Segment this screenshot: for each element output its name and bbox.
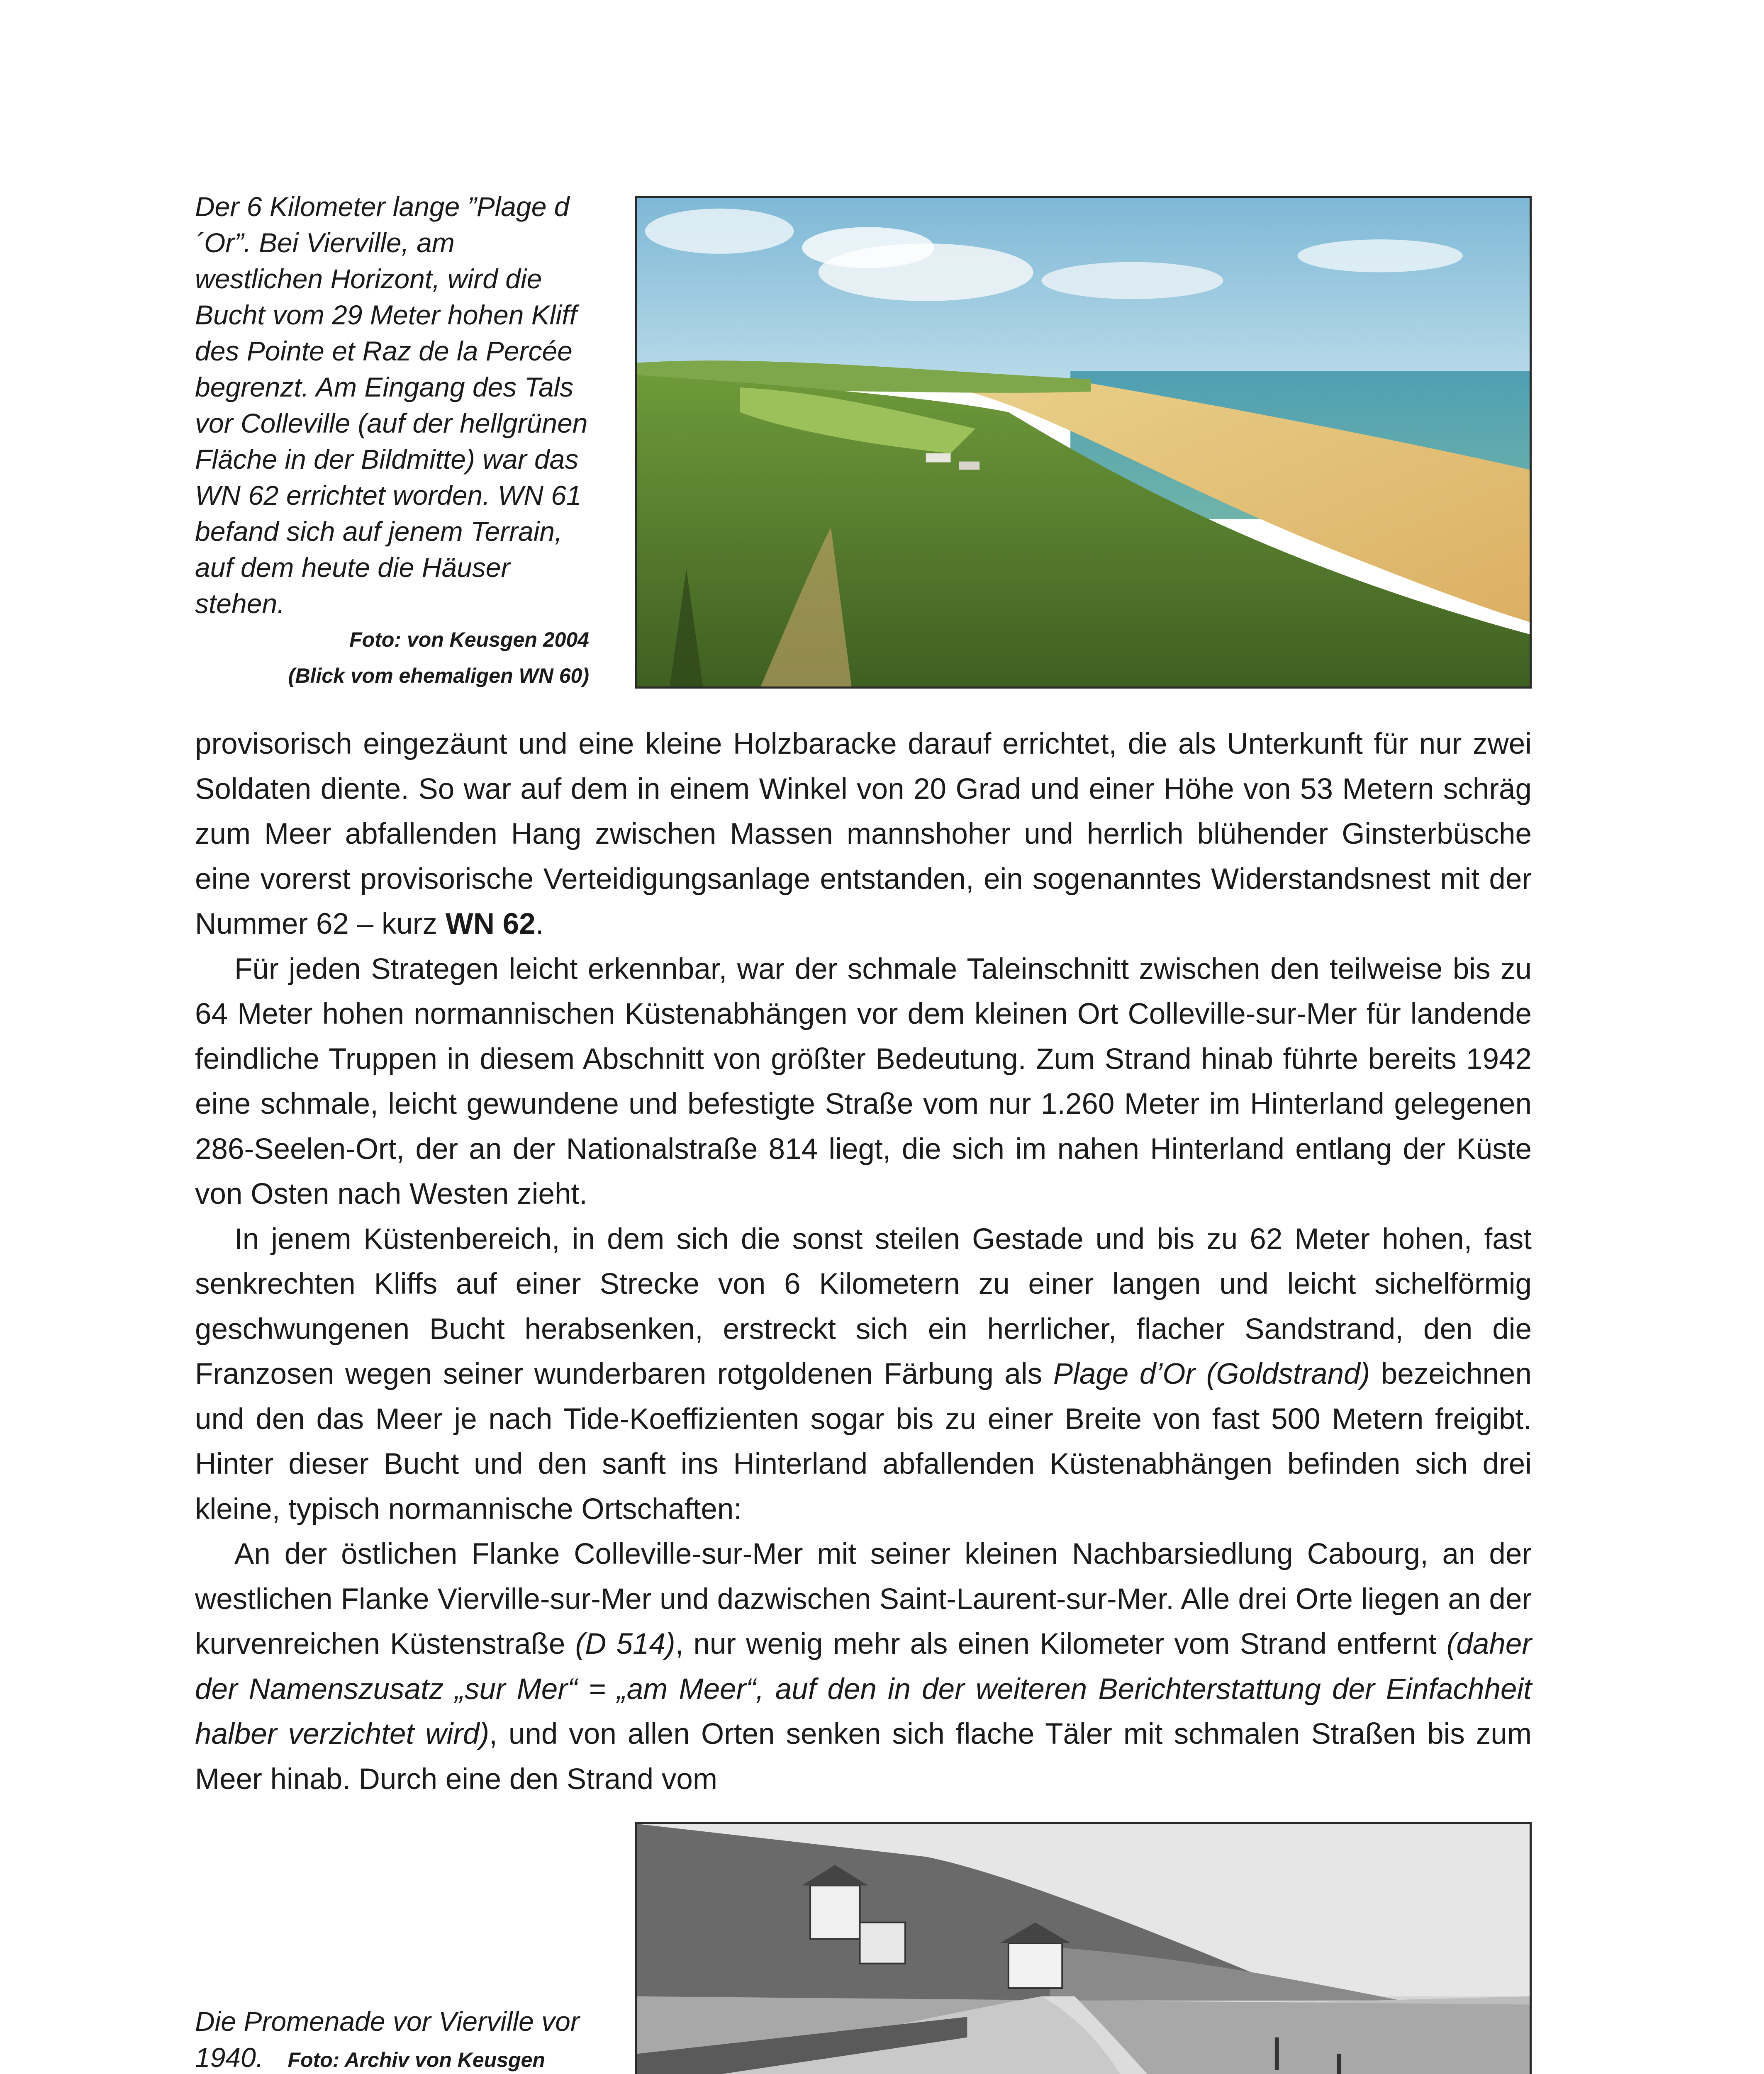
beach-photo [635, 196, 1532, 689]
historic-promenade-image [637, 1824, 1530, 2074]
photo-caption-promenade [195, 2003, 610, 2074]
paragraph-4: An der östlichen Flanke Colleville-sur-Mer mit seiner kleinen Nachbarsiedlung Cabourg, an der westlichen Flanke Vierville-sur-Mer und dazwischen Saint-Laurent-sur-Mer. Alle drei Orte liegen an der kurvenreichen Küstenstraße (D 514), nur wenig mehr als einen Kilometer vom Strand entfernt (daher der Namenszusatz „sur Mer“ = „am Meer“, auf den in der weiteren Berichterstattung der Einfachheit halber verzichtet wird), und von allen Orten senken sich flache Täler mit schmalen Straßen bis zum Meer hinab. Durch eine den Strand vom [195, 1538, 1532, 1796]
photo-credit-note: (Blick vom ehemaligen WN 60) [288, 664, 589, 687]
caption-text: Die Promenade vor Vierville vor 1940. [195, 2006, 580, 2073]
caption-text: Der 6 Kilometer lange ”Plage d´Or”. Bei Vierville, am westlichen Horizont, wird die Bucht vom 29 Meter hohen Kliff des Pointe et Raz de la Percée begrenzt. Am Eingang des Tals vor Colleville (auf der hellgrünen Fläche in der Bildmitte) war das WN 62 errichtet worden. WN 61 befand sich auf jenem Terrain, auf dem heute die Häuser stehen. [195, 191, 588, 619]
photo-credit: Foto: Archiv von Keusgen [288, 2048, 545, 2072]
paragraph-1: provisorisch eingezäunt und eine kleine Holzbaracke darauf errichtet, die als Unterkunft für nur zwei Soldaten diente. So war auf dem in einem Winkel von 20 Grad und einer Höhe von 53 Metern schräg zum Meer abfallenden Hang zwischen Massen mannshoher und herrlich blühender Ginsterbüsche eine vorerst provisorische Verteidigungsanlage entstanden, ein sogenanntes Widerstandsnest mit der Nummer 62 – kurz WN 62. [195, 728, 1532, 940]
beach-landscape-image [637, 198, 1530, 686]
bold-wn62: WN 62 [445, 908, 536, 940]
photo-caption-beach [195, 189, 589, 694]
paragraph-3: In jenem Küstenbereich, in dem sich die sonst steilen Gestade und bis zu 62 Meter hohen, fast senkrechten Kliffs auf einer Strecke von 6 Kilometern zu einer langen und leicht sichelförmig geschwungenen Bucht herabsenken, erstreckt sich ein herrlicher, flacher Sandstrand, den die Franzosen wegen seiner wunderbaren rotgoldenen Färbung als Plage d’Or (Goldstrand) bezeichnen und den das Meer je nach Tide-Koeffizienten sogar bis zu einer Breite von fast 500 Metern freigibt. Hinter dieser Bucht und den sanft ins Hinterland abfallenden Küstenabhängen befinden sich drei kleine, typisch normannische Ortschaften: [195, 1222, 1532, 1526]
photo-credit: Foto: von Keusgen 2004 [349, 628, 589, 651]
paragraph-2: Für jeden Strategen leicht erkennbar, war der schmale Taleinschnitt zwischen den teilweise bis zu 64 Meter hohen normannischen Küstenabhängen vor dem kleinen Ort Colleville-sur-Mer für landende feindliche Truppen in diesem Abschnitt von größter Bedeutung. Zum Strand hinab führte bereits 1942 eine schmale, leicht gewundene und befestigte Straße vom nur 1.260 Meter im Hinterland gelegenen 286-Seelen-Ort, der an der Nationalstraße 814 liegt, die sich im nahen Hinterland entlang der Küste von Osten nach Westen zieht. [195, 952, 1532, 1210]
article-body [195, 722, 1532, 1802]
promenade-photo [635, 1822, 1532, 2074]
